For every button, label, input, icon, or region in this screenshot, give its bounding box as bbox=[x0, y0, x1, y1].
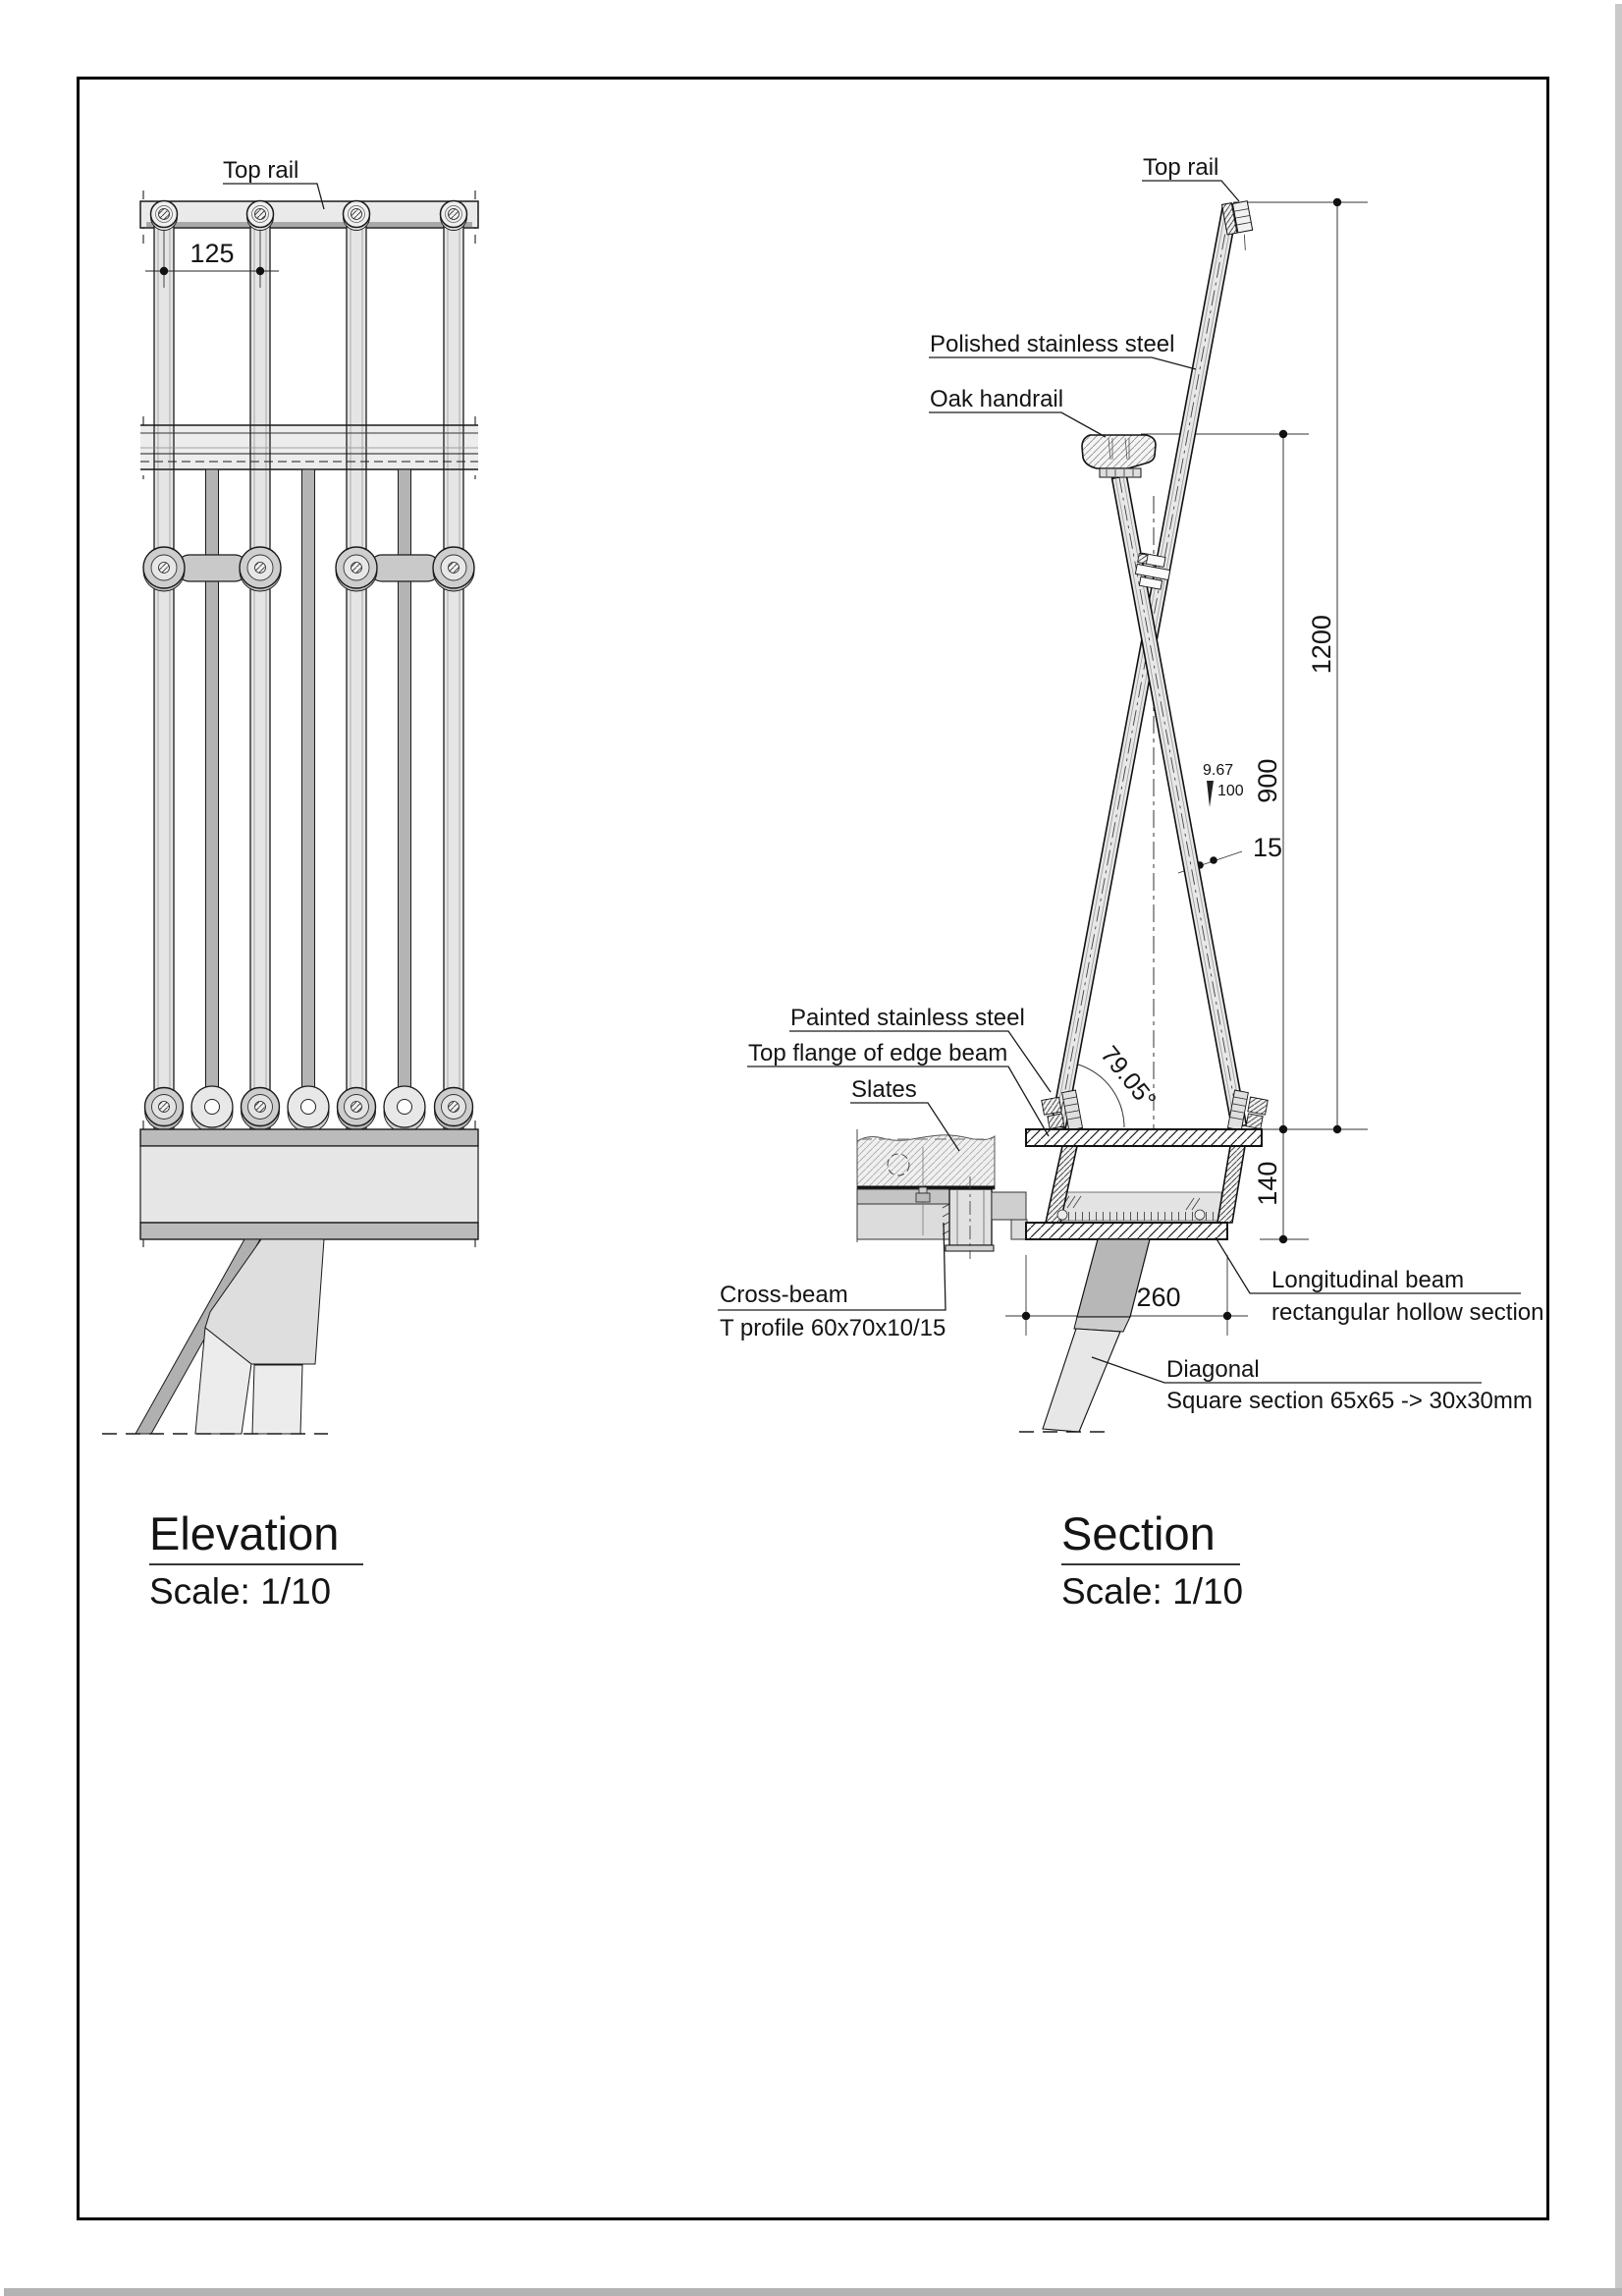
top-flange bbox=[1026, 1129, 1262, 1146]
painted-steel-label: Painted stainless steel bbox=[790, 1005, 1025, 1031]
slope-run-text: 100 bbox=[1217, 783, 1244, 799]
section-drawing bbox=[718, 181, 1521, 1564]
section-handrail-post bbox=[1112, 476, 1247, 1128]
longitudinal-beam-section bbox=[1026, 1129, 1262, 1239]
diagonal-label-line1: Diagonal bbox=[1166, 1356, 1260, 1383]
top-flange-label: Top flange of edge beam bbox=[748, 1040, 1008, 1066]
dim-1200-text: 1200 bbox=[1306, 615, 1336, 675]
longitudinal-beam-label-line1: Longitudinal beam bbox=[1271, 1267, 1465, 1293]
elevation-bottom-eyelets bbox=[145, 1086, 473, 1132]
page-edge-bottom bbox=[4, 2288, 1622, 2296]
cross-beam-label-line1: Cross-beam bbox=[720, 1282, 848, 1308]
diagonal-label-line2: Square section 65x65 -> 30x30mm bbox=[1166, 1388, 1533, 1414]
slope-rise-text: 9.67 bbox=[1203, 762, 1234, 779]
section-title: Section bbox=[1061, 1507, 1216, 1559]
cross-beam-label-line2: T profile 60x70x10/15 bbox=[720, 1315, 946, 1341]
elevation-scale: Scale: 1/10 bbox=[149, 1571, 332, 1612]
elevation-diagonal-support bbox=[102, 1239, 328, 1434]
diagonal-member bbox=[1019, 1239, 1150, 1432]
section-scale: Scale: 1/10 bbox=[1061, 1571, 1244, 1612]
elevation-drawing bbox=[102, 184, 478, 1564]
elevation-dim-125-text: 125 bbox=[189, 239, 235, 268]
dim-260-text: 260 bbox=[1136, 1283, 1181, 1312]
elevation-edge-beam bbox=[140, 1129, 478, 1239]
elevation-top-rail-label: Top rail bbox=[223, 157, 299, 184]
longitudinal-beam-label-line2: rectangular hollow section bbox=[1271, 1299, 1544, 1326]
dim-15-text: 15 bbox=[1253, 833, 1283, 862]
bottom-flange bbox=[1026, 1223, 1227, 1239]
dim-angle-text: 79.05° bbox=[1095, 1041, 1162, 1115]
polished-steel-label: Polished stainless steel bbox=[930, 331, 1175, 357]
oak-handrail-profile bbox=[1082, 435, 1156, 477]
section-top-rail-label: Top rail bbox=[1143, 154, 1219, 181]
oak-handrail-label: Oak handrail bbox=[930, 386, 1064, 412]
elevation-title: Elevation bbox=[149, 1507, 340, 1559]
slates-label: Slates bbox=[851, 1076, 917, 1103]
dim-900-text: 900 bbox=[1252, 758, 1282, 803]
dim-140-text: 140 bbox=[1252, 1161, 1282, 1206]
page-edge-right bbox=[1615, 4, 1622, 2296]
slope-symbol bbox=[1207, 781, 1214, 807]
